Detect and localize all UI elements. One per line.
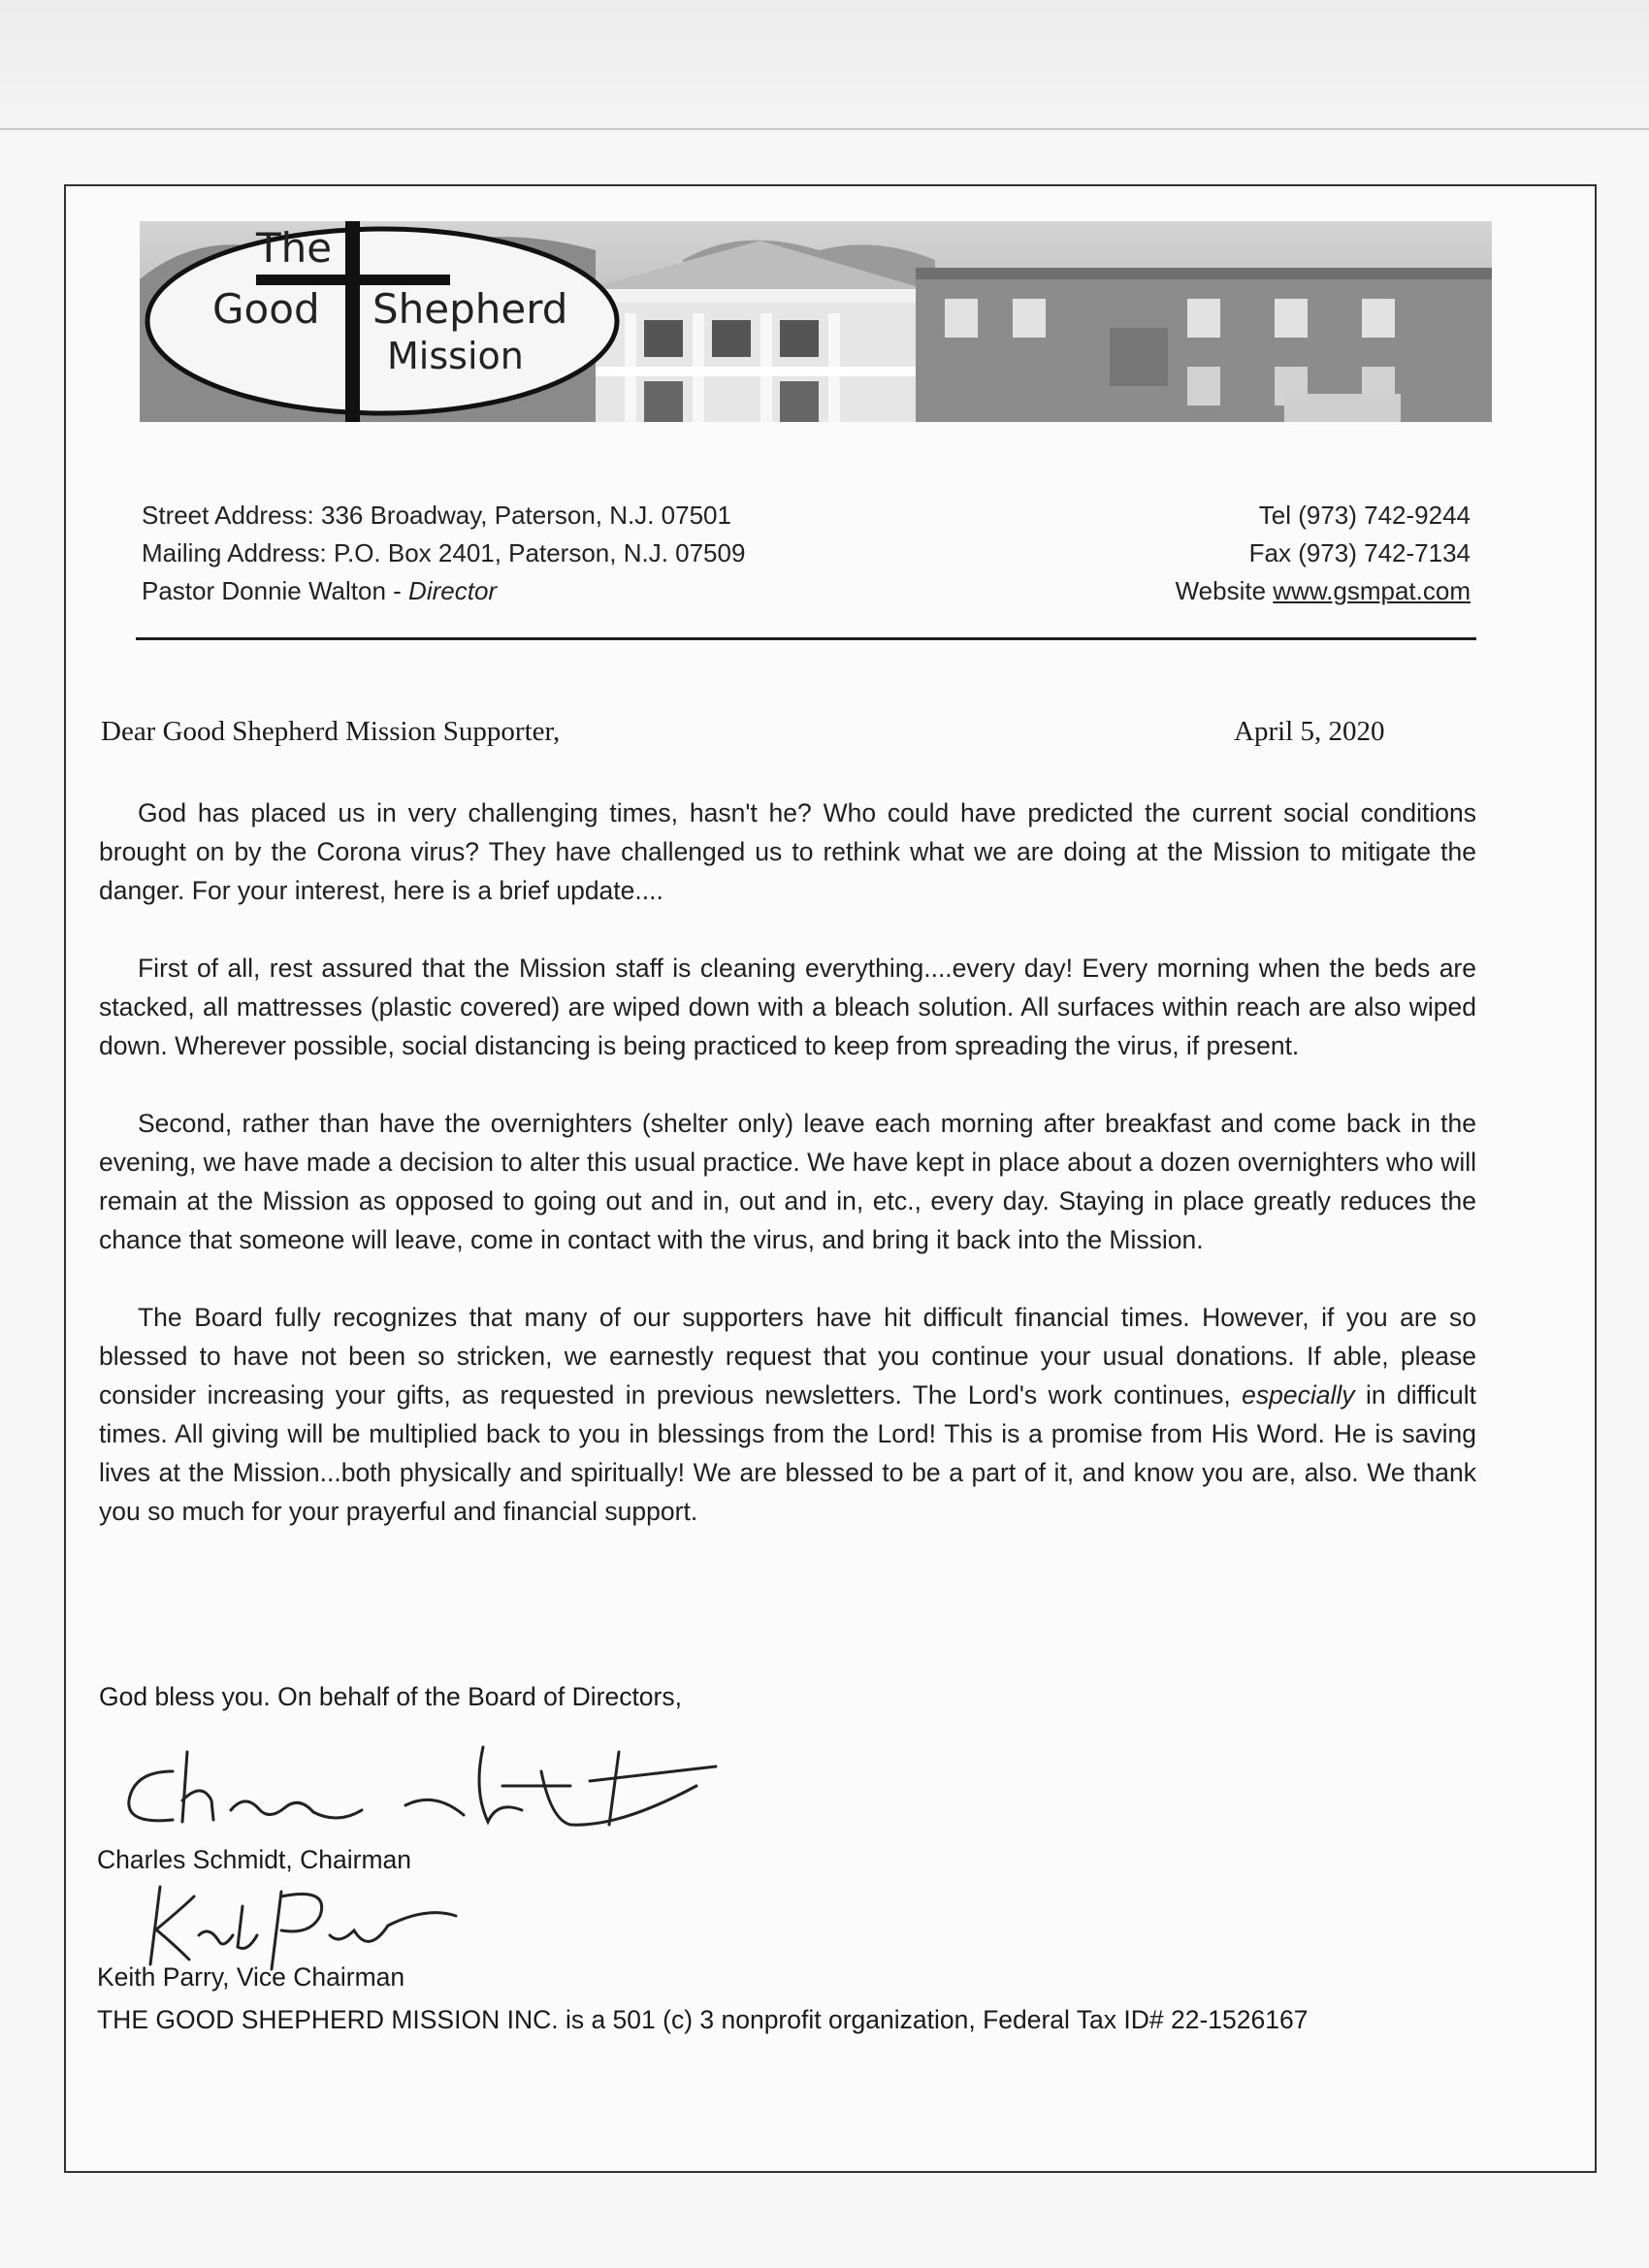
paragraph-overnighters: Second, rather than have the overnighters (shelter only) leave each morning after breakfast and come back in the evening, we have made a decision to alter this usual practice. We have kept in place about a dozen overnighters who will remain at the Mission as opposed to going out and in, out and in, etc., every day. Staying in place greatly reduces the chance that someone will leave, come in contact with the virus, and bring it back into the Mission. bbox=[99, 1109, 1476, 1254]
logo-text-shepherd: Shepherd bbox=[372, 285, 568, 333]
paragraph-donations-part2: in difficult times. All giving will be multiplied back to you in blessings from the Lord! This is a promise from His Word. He is saving lives at the Mission...both physically and spiritually! We are blessed to be a part of it, and know you are, also. We thank you so much for your prayerful and financial support. bbox=[99, 1380, 1476, 1526]
website-link[interactable]: www.gsmpat.com bbox=[1273, 576, 1471, 605]
letter-body bbox=[99, 794, 1476, 1570]
fax: Fax (973) 742-7134 bbox=[1248, 538, 1471, 567]
website-line bbox=[1176, 572, 1471, 610]
letterhead-banner bbox=[140, 221, 1492, 422]
logo-text-the: The bbox=[256, 224, 333, 272]
paragraph-update: God has placed us in very challenging times, hasn't he? Who could have predicted the current social conditions brought on by the Corona virus? They have challenged us to rethink what we are doing at the Mission to mitigate the danger. For your interest, here is a brief update.... bbox=[99, 798, 1476, 905]
cross-icon bbox=[345, 221, 360, 422]
closing-line: God bless you. On behalf of the Board of Directors, bbox=[99, 1682, 682, 1711]
paragraph-donations bbox=[99, 1298, 1476, 1531]
vice-chairman-signature bbox=[136, 1877, 466, 1974]
building-photo bbox=[586, 241, 1492, 422]
scan-top-edge bbox=[0, 0, 1649, 130]
letter-date: April 5, 2020 bbox=[1234, 716, 1385, 747]
paragraph-cleaning: First of all, rest assured that the Mission staff is cleaning everything....every day! Every morning when the beds are stacked, all mattresses (plastic covered) are wiped down with a bleach solution. All surfaces within reach are also wiped down. Wherever possible, social distancing is being practiced to keep from spreading the virus, if present. bbox=[99, 954, 1476, 1060]
paragraph-donations-part1: The Board fully recognizes that many of our supporters have hit difficult financial times. However, if you are so blessed to have not been so stricken, we earnestly request that you continue your usual donations. If able, please consider increasing your gifts, as requested in previous newsletters. The Lord's work continues, bbox=[99, 1303, 1476, 1409]
chairman-signature bbox=[114, 1733, 755, 1839]
pastor-title: Director bbox=[408, 576, 498, 605]
nonprofit-statement: THE GOOD SHEPHERD MISSION INC. is a 501 (c) 3 nonprofit organization, Federal Tax ID# 22-1526167 bbox=[97, 2005, 1309, 2034]
pastor-line bbox=[142, 572, 745, 610]
chairman-name: Charles Schmidt, Chairman bbox=[97, 1845, 412, 1874]
logo-text-mission: Mission bbox=[387, 335, 524, 377]
telephone: Tel (973) 742-9244 bbox=[1258, 501, 1471, 530]
address-block bbox=[142, 497, 745, 610]
vice-chairman-name: Keith Parry, Vice Chairman bbox=[97, 1962, 405, 1992]
pastor-name: Pastor Donnie Walton - bbox=[142, 576, 409, 605]
street-address: Street Address: 336 Broadway, Paterson, N.J. 07501 bbox=[142, 501, 731, 530]
contact-block bbox=[1176, 497, 1471, 610]
mailing-address: Mailing Address: P.O. Box 2401, Paterson, N.J. 07509 bbox=[142, 538, 746, 567]
paragraph-donations-emphasis: especially bbox=[1242, 1380, 1355, 1409]
header-divider bbox=[136, 637, 1476, 640]
logo-text-good: Good bbox=[212, 285, 320, 333]
salutation: Dear Good Shepherd Mission Supporter, bbox=[101, 716, 561, 747]
website-label: Website bbox=[1175, 576, 1274, 605]
